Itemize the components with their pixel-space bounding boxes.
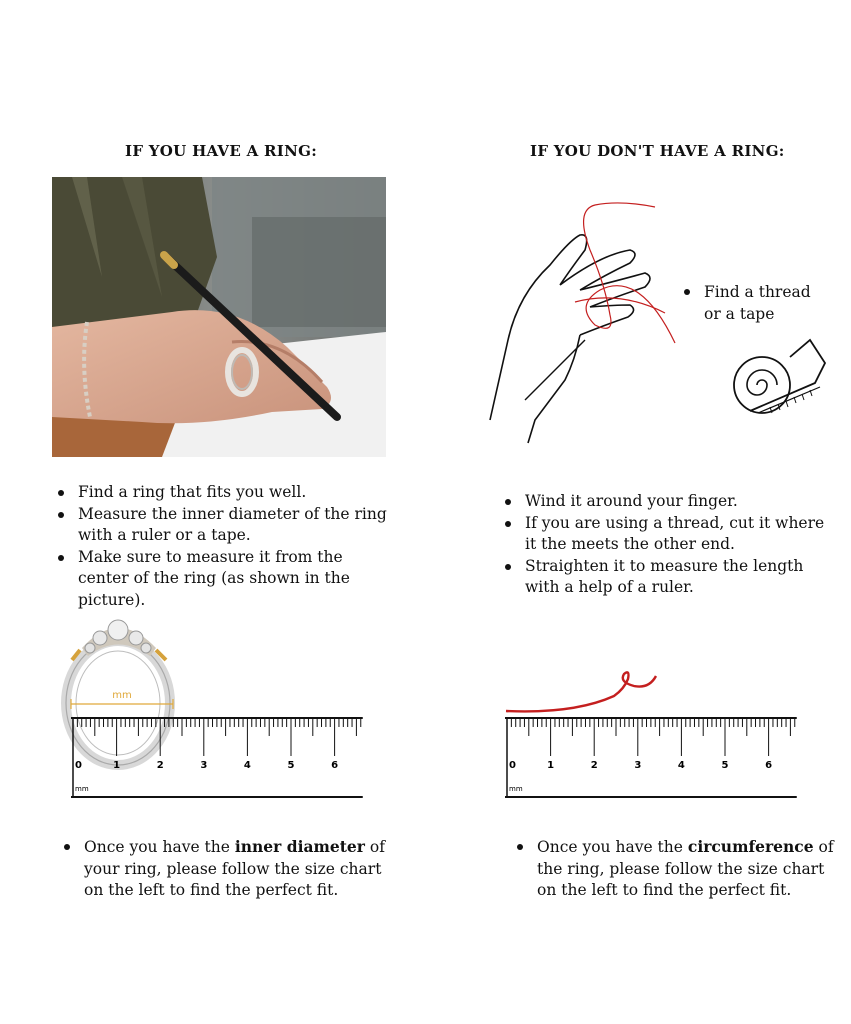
measure-label: mm (112, 690, 132, 701)
ruler-number: 2 (590, 760, 598, 771)
ruler (505, 718, 797, 797)
emphasis: inner diameter (234, 837, 365, 856)
list-item: Wind it around your finger. (499, 491, 834, 513)
ruler-number: 3 (634, 760, 642, 771)
ruler (71, 718, 363, 797)
list-item: Find a ring that fits you well. (52, 482, 392, 504)
left-final-note (58, 836, 398, 902)
ruler-number: 6 (765, 760, 773, 771)
list-item: Measure the inner diameter of the ring with a ruler or a tape. (52, 504, 392, 547)
ruler-number: 6 (331, 760, 339, 771)
list-item: If you are using a thread, cut it where it the meets the other end. (499, 513, 834, 556)
list-item: Once you have the circumference of the ring, please follow the size chart on the left to find the perfect fit. (511, 836, 841, 902)
red-thread (506, 672, 656, 711)
ruler-number: 1 (113, 760, 121, 771)
callout-bullet (684, 289, 690, 295)
ruler-number: 3 (200, 760, 208, 771)
hand-writing-photo (52, 177, 386, 457)
hand-thread-illustration (480, 195, 680, 455)
ruler-number: 4 (243, 760, 251, 771)
ruler-unit-label: mm (509, 785, 523, 793)
right-heading: IF YOU DON'T HAVE A RING: (530, 142, 785, 160)
ruler-number: 1 (547, 760, 555, 771)
left-heading: IF YOU HAVE A RING: (125, 142, 318, 160)
list-item: Straighten it to measure the length with a help of a ruler. (499, 556, 834, 599)
ruler-unit-label: mm (75, 785, 89, 793)
ruler-number: 0 (75, 760, 82, 771)
left-instructions (52, 482, 392, 612)
ruler-number: 4 (677, 760, 685, 771)
thread-callout (684, 281, 824, 325)
tape-measure-icon (730, 335, 830, 430)
thread-on-ruler-diagram (494, 664, 814, 804)
right-instructions (499, 491, 834, 599)
ruler-number: 5 (721, 760, 729, 771)
emphasis: circumference (687, 837, 814, 856)
callout-text: Find a thread or a tape (704, 283, 811, 323)
ring-on-ruler-diagram (60, 608, 380, 803)
ruler-number: 2 (156, 760, 164, 771)
ruler-number: 5 (287, 760, 295, 771)
ruler-number: 0 (509, 760, 516, 771)
list-item: Make sure to measure it from the center of the ring (as shown in the picture). (52, 547, 392, 612)
list-item: Once you have the inner diameter of your ring, please follow the size chart on the left to find the perfect fit. (58, 836, 398, 902)
right-final-note (511, 836, 841, 902)
